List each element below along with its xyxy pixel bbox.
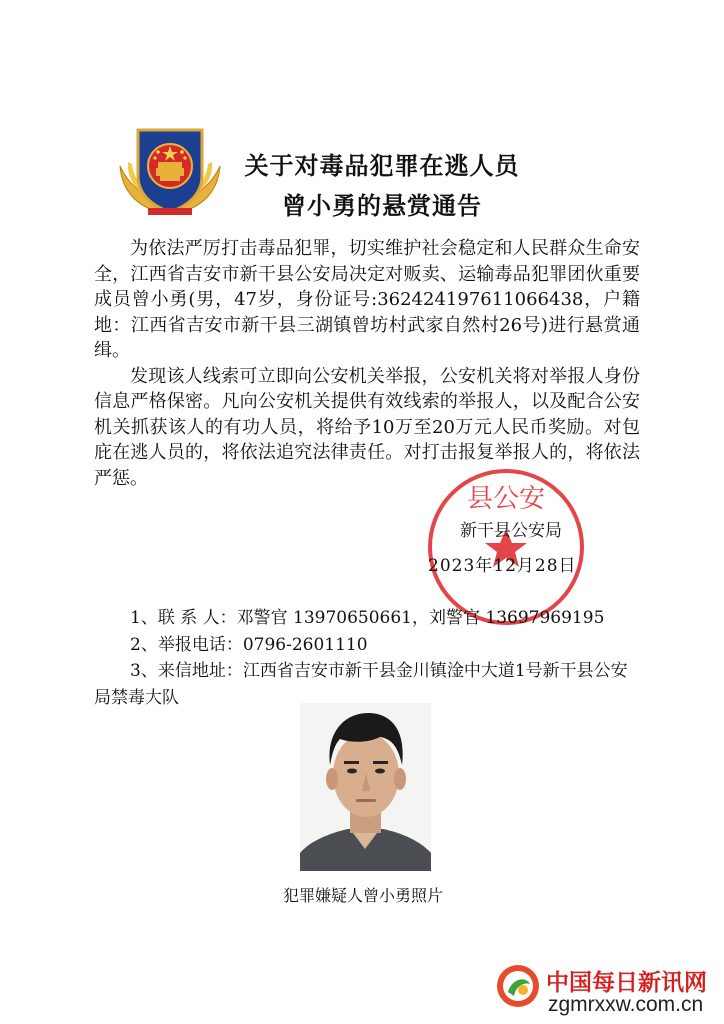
notice-paragraph-2: 发现该人线索可立即向公安机关举报，公安机关将对举报人身份信息严格保密。凡向公安机关提供有效线索的举报人，以及配合公安机关抓获该人的有功人员，将给予10万至20万元人民币奖励。对包庇在逃人员的，将依法追究法律责任。对打击报复举报人的，将依法严惩。 [94, 365, 640, 489]
official-seal-stamp [422, 467, 590, 627]
signature-organization: 新干县公安局 [460, 521, 562, 541]
contact-info [94, 605, 640, 711]
notice-title-line1: 关于对毒品犯罪在逃人员 [244, 152, 520, 180]
report-phone-line: 2、举报电话：0796-2601110 [130, 634, 368, 655]
site-url: zgmrxxw.com.cn [548, 993, 704, 1016]
notice-title-line2: 曾小勇的悬赏通告 [282, 192, 482, 220]
photo-caption: 犯罪嫌疑人曾小勇照片 [282, 886, 443, 905]
notice-paragraph-1: 为依法严厉打击毒品犯罪，切实维护社会稳定和人民群众生命安全，江西省吉安市新干县公安局决定对贩卖、运输毒品犯罪团伙重要成员曾小勇(男，47岁，身份证号:362424197611066438，户籍地：江西省吉安市新干县三湖镇曾坊村武家自然村26号)进行悬赏通缉。 [94, 238, 640, 361]
site-watermark [496, 962, 720, 1022]
suspect-photo [300, 703, 431, 871]
site-name-cn: 中国每日新讯网 [546, 970, 707, 996]
contact-person-line: 1、联 系 人：邓警官 13970650661，刘警官 13697969195 [130, 608, 605, 628]
site-logo-icon [496, 964, 540, 1008]
notice-body [94, 236, 640, 491]
mail-address-line: 3、来信地址：江西省吉安市新干县金川镇淦中大道1号新干县公安局禁毒大队 [94, 661, 628, 708]
police-emblem-icon [118, 122, 222, 220]
signature-date: 2023年12月28日 [428, 556, 577, 576]
seal-text: 县公安 [466, 484, 546, 514]
